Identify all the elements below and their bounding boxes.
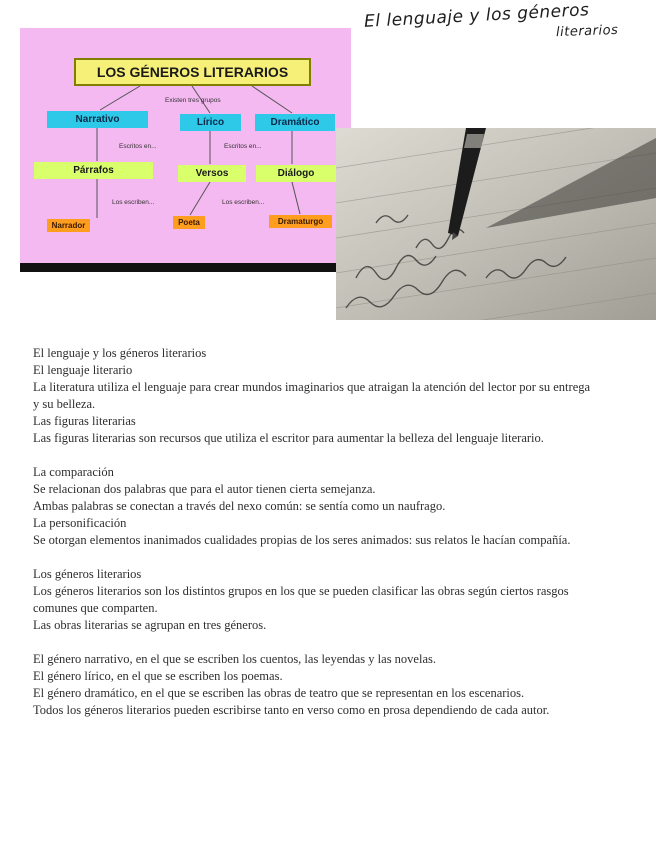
- author-box-narrador: Narrador: [47, 219, 90, 232]
- genre-box-lirico: Lírico: [180, 114, 241, 131]
- paragraph: Se relacionan dos palabras que para el autor tienen cierta semejanza.: [33, 482, 376, 496]
- heading-figuras-literarias: Las figuras literarias: [33, 414, 136, 428]
- paragraph: El género narrativo, en el que se escriben los cuentos, las leyendas y las novelas.: [33, 652, 436, 666]
- paragraph: El género dramático, en el que se escriben las obras de teatro que se representan en los escenarios.: [33, 686, 525, 700]
- photo-illustration: [336, 128, 656, 320]
- paragraph-spacer: [33, 549, 593, 566]
- document-body: [33, 345, 593, 719]
- author-box-dramaturgo: Dramaturgo: [269, 215, 332, 228]
- label-escritos-en-1: Escritos en...: [119, 143, 157, 150]
- heading-lenguaje-literario: El lenguaje literario: [33, 363, 133, 377]
- label-los-escriben-1: Los escriben...: [112, 199, 155, 206]
- literary-genres-diagram: [20, 28, 351, 272]
- connector-versos-poeta: [190, 182, 210, 215]
- paragraph: Las obras literarias se agrupan en tres géneros.: [33, 618, 267, 632]
- label-los-escriben-2: Los escriben...: [222, 199, 265, 206]
- pen-nib-highlight: [464, 134, 484, 148]
- form-box-dialogo: Diálogo: [256, 165, 336, 182]
- paragraph: El género lírico, en el que se escriben los poemas.: [33, 669, 283, 683]
- form-box-parrafos: Párrafos: [34, 162, 153, 179]
- connector-title-dramatico: [252, 86, 292, 113]
- genre-box-narrativo: Narrativo: [47, 111, 148, 128]
- paragraph-spacer: [33, 634, 593, 651]
- handwritten-title-line1: El lenguaje y los géneros: [363, 0, 590, 32]
- paragraph: Se otorgan elementos inanimados cualidades propias de los seres animados: sus relatos le hacían compañía.: [33, 533, 571, 547]
- diagram-title: LOS GÉNEROS LITERARIOS: [74, 58, 311, 86]
- connector-title-narrativo: [100, 86, 140, 110]
- heading-personificacion: La personificación: [33, 516, 127, 530]
- form-box-versos: Versos: [178, 165, 246, 182]
- label-escritos-en-2: Escritos en...: [224, 143, 262, 150]
- paragraph: Las figuras literarias son recursos que utiliza el escritor para aumentar la belleza del lenguaje literario.: [33, 431, 544, 445]
- heading-comparacion: La comparación: [33, 465, 114, 479]
- author-box-poeta: Poeta: [173, 216, 205, 229]
- paragraph: Todos los géneros literarios pueden escribirse tanto en verso como en prosa dependiendo de cada autor.: [33, 703, 550, 717]
- paragraph: Ambas palabras se conectan a través del nexo común: se sentía como un naufrago.: [33, 499, 446, 513]
- handwritten-title-line2: literarios: [555, 22, 619, 41]
- fountain-pen-writing-photo: [336, 128, 656, 320]
- paragraph: Los géneros literarios son los distintos grupos en los que se pueden clasificar las obras según ciertos rasgos comunes que comparten.: [33, 584, 569, 615]
- paragraph-spacer: [33, 447, 593, 464]
- slide-footer-bar: [20, 263, 351, 272]
- diagram-subtitle: Existen tres grupos: [165, 97, 221, 104]
- document-title: El lenguaje y los géneros literarios: [33, 346, 207, 360]
- paragraph: La literatura utiliza el lenguaje para crear mundos imaginarios que atraigan la atención del lector por su entrega y su belleza.: [33, 380, 591, 411]
- heading-generos-literarios: Los géneros literarios: [33, 567, 142, 581]
- genre-box-dramatico: Dramático: [255, 114, 335, 131]
- connector-dialogo-dramaturgo: [292, 182, 300, 214]
